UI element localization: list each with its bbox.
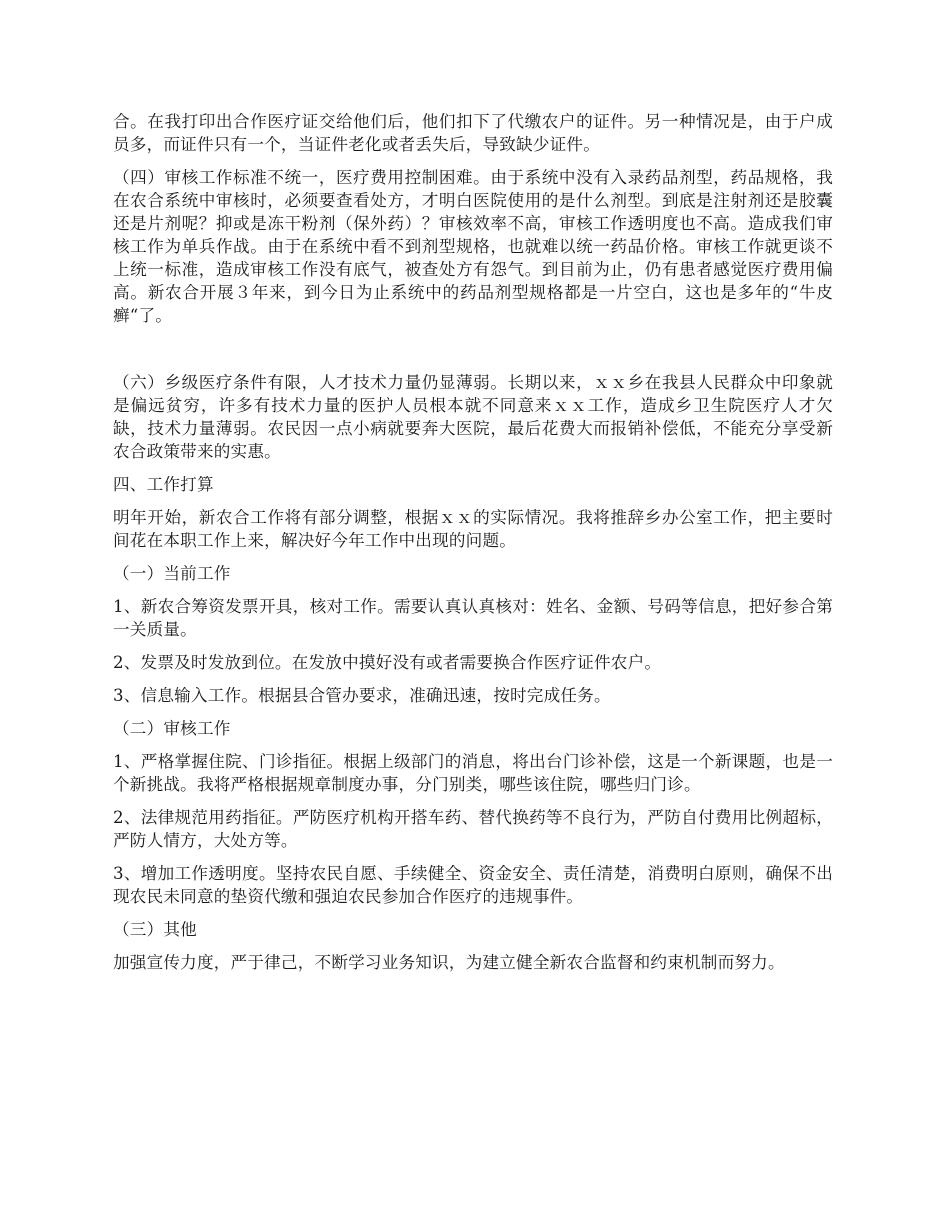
paragraph-section-6-medical-conditions: （六）乡级医疗条件有限，人才技术力量仍显薄弱。长期以来，ｘｘ乡在我县人民群众中印象就是偏远贫穷，许多有技术力量的医护人员根本就不同意来ｘｘ工作，造成乡卫生院医疗人才欠缺，技术力量薄弱。农民因一点小病就要奔大医院，最后花费大而报销补偿低，不能充分享受新农合政策带来的实惠。 [113, 373, 833, 461]
list-item-data-entry: 3、信息输入工作。根据县合管办要求，准确迅速，按时完成任务。 [113, 686, 611, 705]
paragraph-next-year: 明年开始，新农合工作将有部分调整，根据ｘｘ的实际情况。我将推辞乡办公室工作，把主要时间花在本职工作上来，解决好今年工作中出现的问题。 [113, 508, 833, 550]
subheading-other: （三）其他 [113, 920, 197, 939]
list-item-invoice: 1、新农合筹资发票开具，核对工作。需要认真认真核对：姓名、金额、号码等信息，把好参合第一关质量。 [113, 597, 833, 639]
subheading-audit-work: （二）审核工作 [113, 719, 231, 738]
list-item-transparency: 3、增加工作透明度。坚持农民自愿、手续健全、资金安全、责任清楚，消费明白原则，确保不出现农民未同意的垫资代缴和强迫农民参加合作医疗的违规事件。 [113, 864, 833, 906]
blank-gap [113, 337, 833, 371]
list-item-medication: 2、法律规范用药指征。严防医疗机构开搭车药、替代换药等不良行为，严防自付费用比例超标，严防人情方，大处方等。 [113, 808, 833, 850]
subheading-current-work: （一）当前工作 [113, 564, 231, 583]
paragraph-section-4-audit-standards: （四）审核工作标准不统一，医疗费用控制困难。由于系统中没有入录药品剂型，药品规格，我在农合系统中审核时，必须要查看处方，才明白医院使用的是什么剂型。到底是注射剂还是胶囊还是片剂呢？抑或是冻干粉剂（保外药）？审核效率不高，审核工作透明度也不高。造成我们审核工作为单兵作战。由于在系统中看不到剂型规格，也就难以统一药品价格。审核工作就更谈不上统一标准，造成审核工作没有底气，被查处方有怨气。到目前为止，仍有患者感觉医疗费用偏高。新农合开展３年来，到今日为止系统中的药品剂型规格都是一片空白，这也是多年的“牛皮癣“了。 [113, 168, 833, 325]
paragraph-other: 加强宣传力度，严于律己，不断学习业务知识，为建立健全新农合监督和约束机制而努力。 [113, 953, 785, 972]
heading-work-plan: 四、工作打算 [113, 475, 214, 494]
list-item-hospitalization: 1、严格掌握住院、门诊指征。根据上级部门的消息，将出台门诊补偿，这是一个新课题，也是一个新挑战。我将严格根据规章制度办事，分门别类，哪些该住院，哪些归门诊。 [113, 752, 833, 794]
document-body [113, 110, 833, 984]
list-item-distribution: 2、发票及时发放到位。在发放中摸好没有或者需要换合作医疗证件农户。 [113, 653, 662, 672]
paragraph-continuation: 合。在我打印出合作医疗证交给他们后，他们扣下了代缴农户的证件。另一种情况是，由于户成员多，而证件只有一个，当证件老化或者丢失后，导致缺少证件。 [113, 112, 833, 154]
